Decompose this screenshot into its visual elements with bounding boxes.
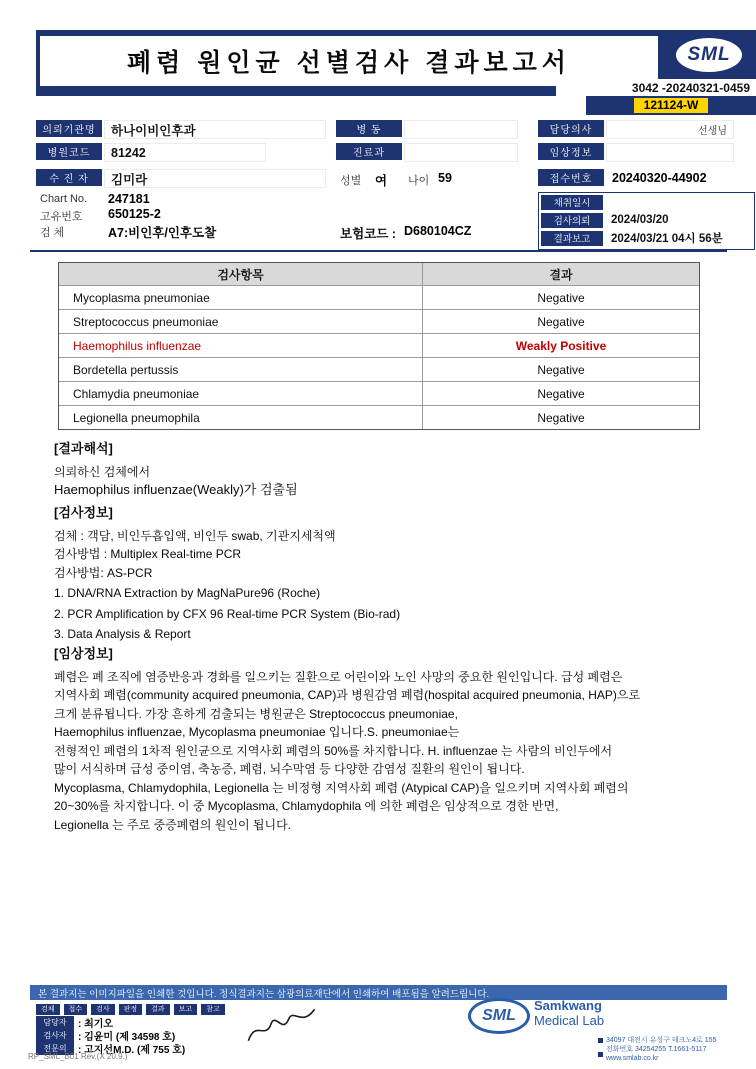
label-doctor: 담당의사 <box>538 120 604 137</box>
legend-chip: 보고 <box>174 1004 198 1015</box>
col-header-result: 결과 <box>549 267 573 282</box>
brand-line1: Samkwang <box>534 998 602 1013</box>
value-report-date: 2024/03/21 04시 56분 <box>611 233 723 245</box>
report-code-badge: 121124-W <box>634 98 709 113</box>
legend-chip: 판정 <box>119 1004 143 1015</box>
label-patient-name: 수 진 자 <box>36 169 102 186</box>
row-report-date <box>539 229 754 247</box>
legend-chip: 참고 <box>201 1004 225 1015</box>
test-info-line: 3. Data Analysis & Report <box>54 627 191 641</box>
cell-result: Negative <box>537 386 585 401</box>
value-receipt-no: 20240320-44902 <box>612 171 707 185</box>
clinical-info-line: 크게 분류됩니다. 가장 흔하게 검출되는 병원균은 Streptococcus pneumoniae, <box>54 706 458 721</box>
cell-item: Streptococcus pneumoniae <box>59 310 423 333</box>
staff-value: : 최기오 <box>78 1018 114 1030</box>
field-dept <box>404 143 518 162</box>
results-table <box>58 262 700 430</box>
value-sex: 여 <box>375 174 388 188</box>
sml-logo-text: SML <box>687 44 731 65</box>
label-clinical: 임상정보 <box>538 143 604 160</box>
test-info-line: 2. PCR Amplification by CFX 96 Real-time PCR System (Bio-rad) <box>54 606 401 621</box>
cell-item: Mycoplasma pneumoniae <box>59 286 423 309</box>
clinical-info-line: 많이 서식하며 급성 중이염, 축농증, 폐렴, 뇌수막염 등 다양한 감염성 질환의 원인이 됩니다. <box>54 762 525 776</box>
signature-mark <box>240 1003 325 1055</box>
legend-chip: 결과 <box>146 1004 170 1015</box>
label-hospital-code: 병원코드 <box>36 143 102 160</box>
staff-label: 검사자 <box>36 1029 74 1042</box>
cell-result: Weakly Positive <box>515 338 607 353</box>
label-request: 검사의뢰 <box>541 213 603 228</box>
bullet-square-icon <box>598 1052 603 1057</box>
address-row <box>598 1045 750 1063</box>
legend-chip: 검사 <box>91 1004 115 1015</box>
clinical-info-line: 20~30%를 차지합니다. 이 중 Mycoplasma, Chlamydophila 에 의한 폐렴은 임상적으로 경한 반면, <box>54 799 559 813</box>
report-code-strip <box>586 96 756 115</box>
label-org: 의뢰기관명 <box>36 120 102 137</box>
field-patient-name: 김미라 <box>104 169 326 188</box>
value-insurance: D680104CZ <box>404 224 472 238</box>
label-age: 나이 <box>408 175 430 187</box>
table-row <box>59 309 699 333</box>
staff-label: 전문의 <box>36 1042 74 1055</box>
address-line2: 전화번호 34254255 T.1661-5117 www.smlab.co.kr <box>606 1046 707 1062</box>
label-receipt-no: 접수번호 <box>538 169 604 186</box>
value-uid: 650125-2 <box>108 207 161 221</box>
legend-chip: 검체 <box>36 1004 60 1015</box>
cell-result: Negative <box>537 410 585 425</box>
legend-chip: 접수 <box>64 1004 88 1015</box>
footer-notice-bar: 본 결과지는 이미지파일을 인쇄한 것입니다. 정식결과지는 삼광의료재단에서 인쇄하여 배포됨을 알려드립니다. <box>30 985 727 1000</box>
interpretation-title: [결과해석] <box>54 441 113 456</box>
cell-result: Negative <box>537 362 585 377</box>
field-clinical <box>606 143 734 162</box>
bullet-square-icon <box>598 1038 603 1043</box>
interpretation-result-line: Haemophilus influenzae(Weakly)가 검출됨 <box>54 482 298 497</box>
row-request <box>539 211 754 229</box>
staff-block <box>36 1016 185 1055</box>
staff-row <box>36 1029 185 1041</box>
footer-sml-logo <box>468 998 530 1034</box>
table-row <box>59 357 699 381</box>
value-specimen: A7:비인후/인후도찰 <box>108 226 217 240</box>
cell-result: Negative <box>537 314 585 329</box>
results-header-row <box>59 263 699 285</box>
section-divider <box>30 250 727 252</box>
label-ward: 병 동 <box>336 120 402 137</box>
label-collect: 채취일시 <box>541 195 603 210</box>
field-doctor: 선생님 <box>606 120 734 139</box>
test-info-line: 1. DNA/RNA Extraction by MagNaPure96 (Roche) <box>54 586 321 600</box>
value-request: 2024/03/20 <box>611 214 669 226</box>
clinical-info-section <box>54 645 724 834</box>
footer-brand <box>534 998 604 1028</box>
label-sex: 성별 <box>340 175 362 187</box>
footer-sml-logo-text: SML <box>482 1007 516 1024</box>
label-specimen: 검 체 <box>40 227 65 239</box>
label-insurance: 보험코드 : <box>340 227 396 241</box>
clinical-info-line: Haemophilus influenzae, Mycoplasma pneumoniae 입니다.S. pneumoniae는 <box>54 725 460 739</box>
cell-item: Chlamydia pneumoniae <box>59 382 423 405</box>
clinical-info-title: [임상정보] <box>54 646 113 661</box>
table-row <box>59 285 699 309</box>
label-uid: 고유번호 <box>40 211 83 223</box>
table-row <box>59 405 699 429</box>
interpretation-section <box>54 440 724 500</box>
test-info-line: 검사방법: AS-PCR <box>54 565 153 580</box>
staff-value: : 고지선M.D. (제 755 호) <box>78 1044 186 1056</box>
label-chart-no: Chart No. <box>40 193 88 205</box>
report-title: 폐렴 원인균 선별검사 결과보고서 <box>127 49 571 77</box>
report-number-strip <box>556 79 756 96</box>
interpretation-line: 의뢰하신 검체에서 <box>54 464 151 479</box>
cell-result: Negative <box>537 290 585 305</box>
address-line1: 34097 대전시 유성구 테크노4로 155 <box>606 1037 717 1044</box>
row-collect <box>539 193 754 211</box>
label-dept: 진료과 <box>336 143 402 160</box>
sml-logo <box>676 38 742 72</box>
field-hospital-code: 81242 <box>104 143 266 162</box>
clinical-info-line: 폐렴은 폐 조직에 염증반응과 경화를 일으키는 질환으로 어린이와 노인 사망의 중요한 원인입니다. 급성 폐렴은 <box>54 669 623 684</box>
report-number: 3042 -20240321-0459 <box>631 80 750 95</box>
document-code: RP_SML_B01 Rev.(X 20.9.) <box>28 1052 128 1061</box>
clinical-info-line: 전형적인 폐렴의 1차적 원인균으로 지역사회 폐렴의 50%를 차지합니다. H. influenzae 는 사람의 비인두에서 <box>54 743 613 758</box>
col-header-item: 검사항목 <box>59 263 423 285</box>
footer-legend <box>36 1004 225 1015</box>
clinical-info-line: 지역사회 폐렴(community acquired pneumonia, CAP)과 병원감염 폐렴(hospital acquired pneumonia, HAP)으로 <box>54 688 641 702</box>
test-info-line: 검사방법 : Multiplex Real-time PCR <box>54 547 242 561</box>
table-row <box>59 381 699 405</box>
dates-group <box>538 192 755 250</box>
test-info-line: 검체 : 객담, 비인두흡입액, 비인두 swab, 기관지세척액 <box>54 528 336 543</box>
brand-line2: Medical Lab <box>534 1013 605 1028</box>
clinical-info-line: Legionella 는 주로 중증폐렴의 원인이 됩니다. <box>54 817 292 832</box>
staff-label: 담당자 <box>36 1016 74 1029</box>
staff-value: : 김윤미 (제 34598 호) <box>78 1031 176 1043</box>
cell-item: Bordetella pertussis <box>59 358 423 381</box>
cell-item: Haemophilus influenzae <box>59 334 423 357</box>
test-info-title: [검사정보] <box>54 505 113 520</box>
footer-address <box>598 1036 750 1063</box>
value-age: 59 <box>438 171 452 185</box>
test-info-section <box>54 504 724 644</box>
cell-item: Legionella pneumophila <box>59 406 423 429</box>
label-report-date: 결과보고 <box>541 231 603 246</box>
value-chart-no: 247181 <box>108 192 150 206</box>
field-ward <box>404 120 518 139</box>
staff-row <box>36 1016 185 1028</box>
table-row-highlighted <box>59 333 699 357</box>
field-org: 하나이비인후과 <box>104 120 326 139</box>
clinical-info-line: Mycoplasma, Chlamydophila, Legionella 는 비정형 지역사회 폐렴 (Atypical CAP)을 일으키며 지역사회 폐렴의 <box>54 780 629 795</box>
address-row <box>598 1036 750 1045</box>
